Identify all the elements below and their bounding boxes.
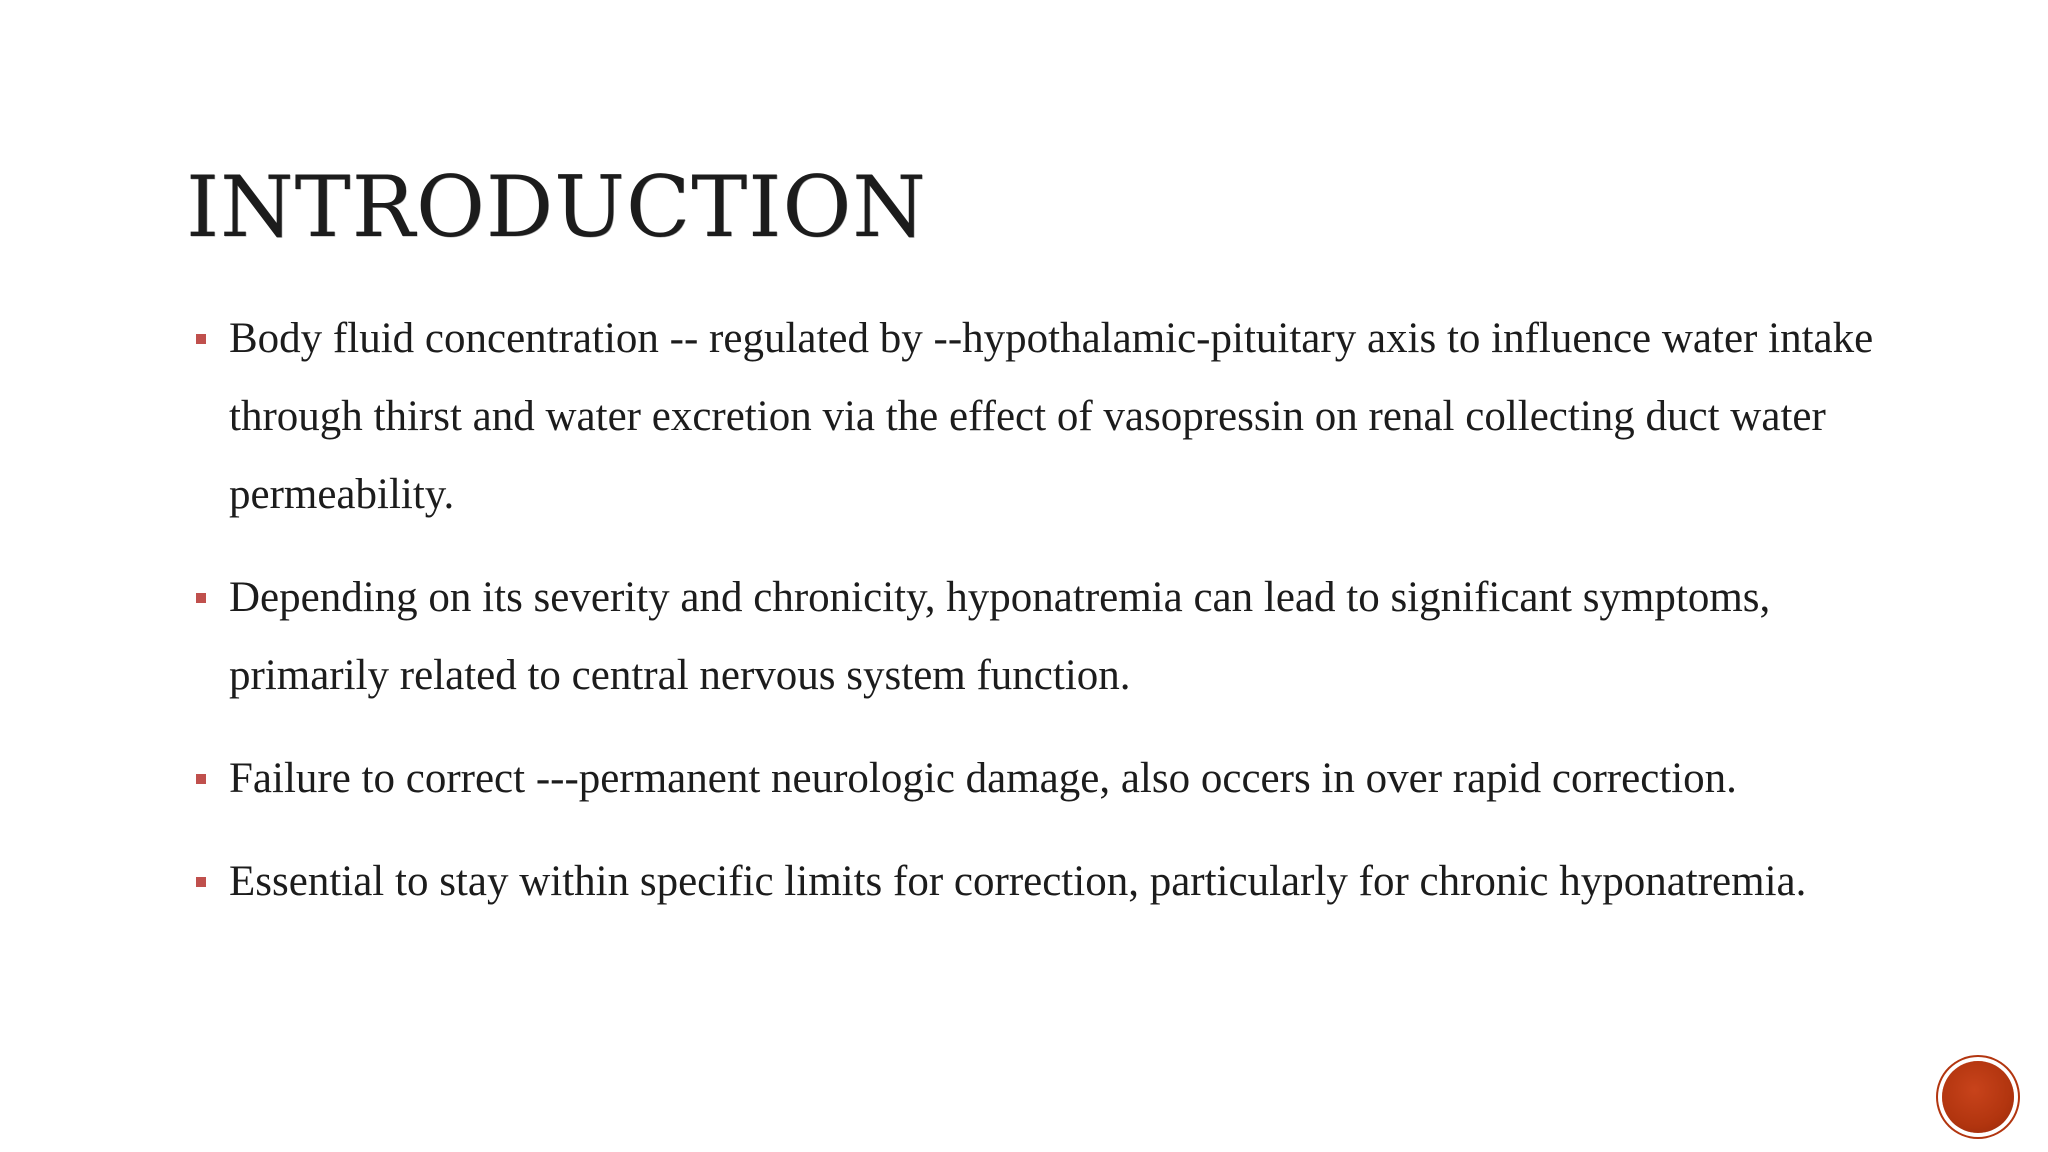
bullet-item (196, 843, 1896, 921)
square-bullet-icon (196, 774, 206, 784)
bullet-text: Essential to stay within specific limits for correction, particularly for chronic hyponatremia. (229, 858, 1807, 905)
bullet-list (196, 300, 1896, 946)
slide-title: INTRODUCTION (186, 158, 927, 256)
bullet-text: Failure to correct ---permanent neurologic damage, also occers in over rapid correction. (229, 755, 1737, 802)
square-bullet-icon (196, 334, 206, 344)
bullet-text: Body fluid concentration -- regulated by --hypothalamic-pituitary axis to influence water intake through thirst and water excretion via the effect of vasopressin on renal collecting duct water permeability. (229, 315, 1874, 518)
square-bullet-icon (196, 877, 206, 887)
bullet-text: Depending on its severity and chronicity, hyponatremia can lead to significant symptoms, primarily related to central nervous system function. (229, 574, 1771, 699)
bullet-item (196, 300, 1896, 534)
bullet-item (196, 559, 1896, 715)
next-slide-button[interactable] (1942, 1061, 2014, 1133)
bullet-item (196, 740, 1896, 818)
square-bullet-icon (196, 593, 206, 603)
